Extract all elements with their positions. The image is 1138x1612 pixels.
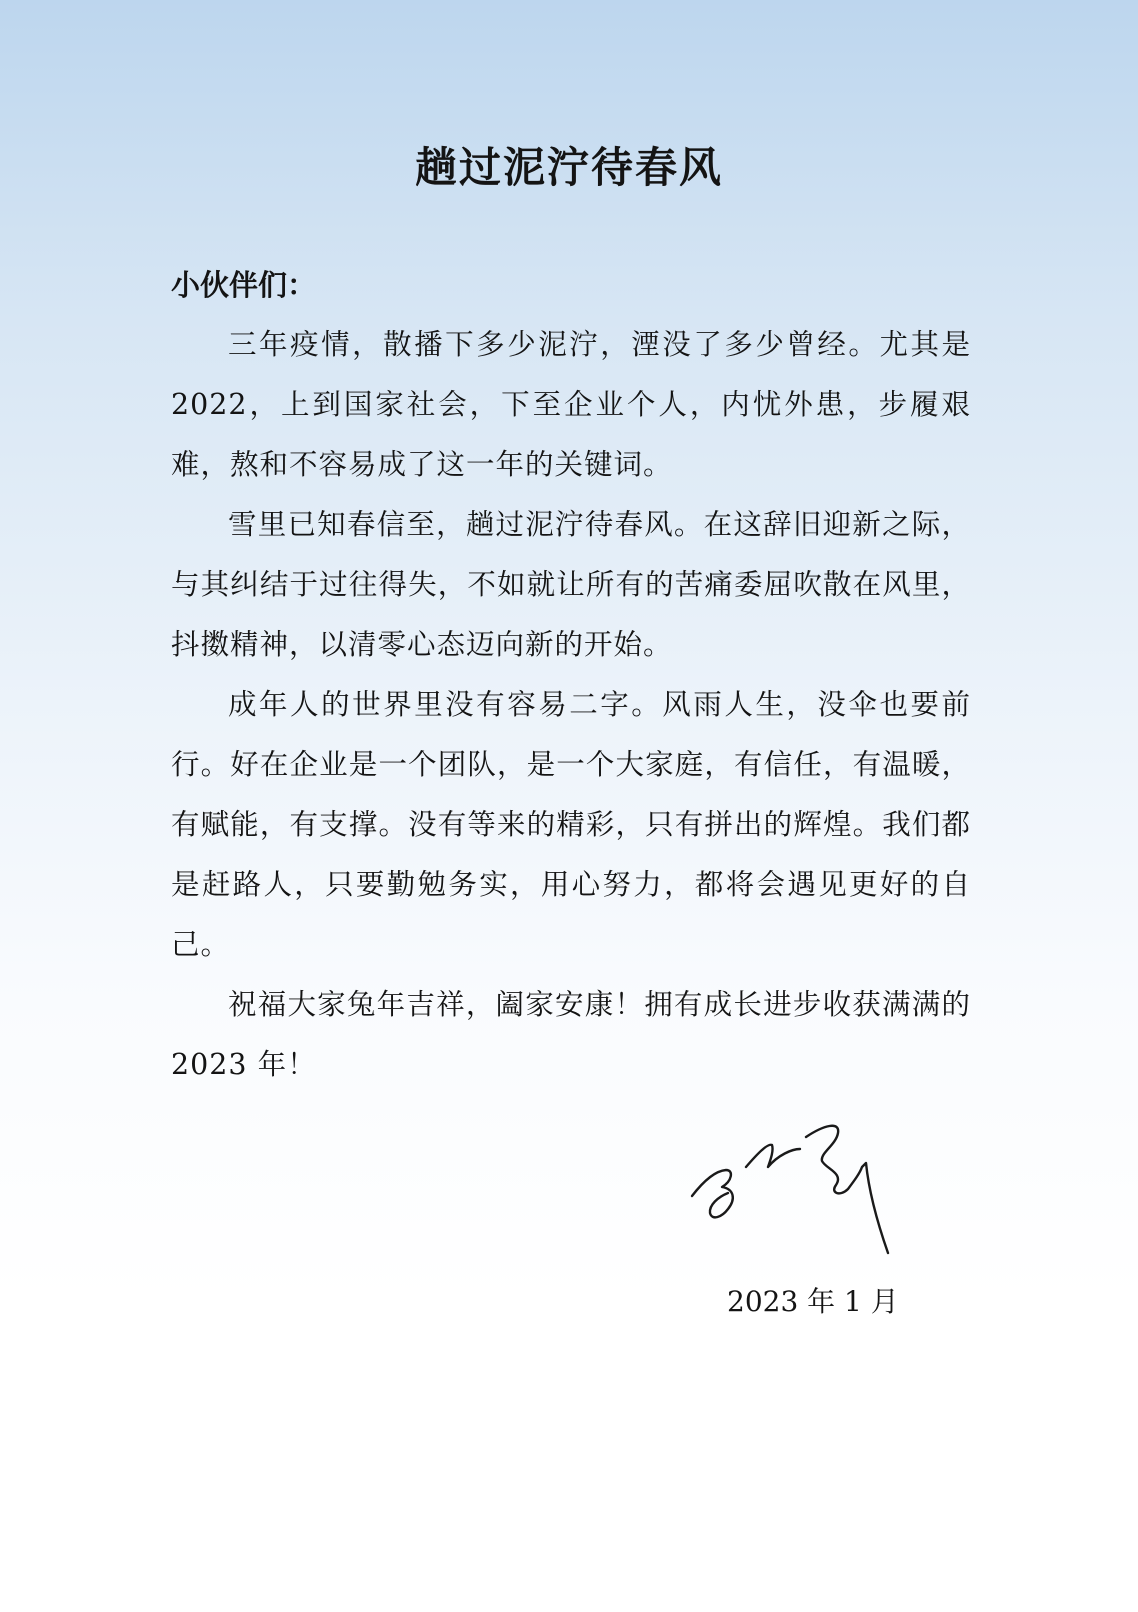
paragraph-1: 三年疫情，散播下多少泥泞，湮没了多少曾经。尤其是2022，上到国家社会，下至企业个人，内忧外患，步履艰难，熬和不容易成了这一年的关键词。 — [171, 328, 971, 481]
salutation: 小伙伴们： — [171, 268, 317, 302]
letter-title: 趟过泥泞待春风 — [414, 143, 723, 192]
paragraph-2: 雪里已知春信至，趟过泥泞待春风。在这辞旧迎新之际，与其纠结于过往得失，不如就让所有的苦痛委屈吹散在风里，抖擞精神，以清零心态迈向新的开始。 — [171, 508, 971, 661]
paragraph-3: 成年人的世界里没有容易二字。风雨人生，没伞也要前行。好在企业是一个团队，是一个大家庭，有信任，有温暖，有赋能，有支撑。没有等来的精彩，只有拼出的辉煌。我们都是赶路人，只要勤勉务实，用心努力，都将会遇见更好的自己。 — [171, 688, 971, 961]
handwritten-signature-icon — [688, 1123, 928, 1303]
paragraph-4: 祝福大家兔年吉祥，阖家安康！拥有成长进步收获满满的 2023 年！ — [171, 988, 971, 1081]
letter-date: 2023 年 1 月 — [727, 1285, 899, 1318]
letter-body — [171, 255, 971, 1095]
